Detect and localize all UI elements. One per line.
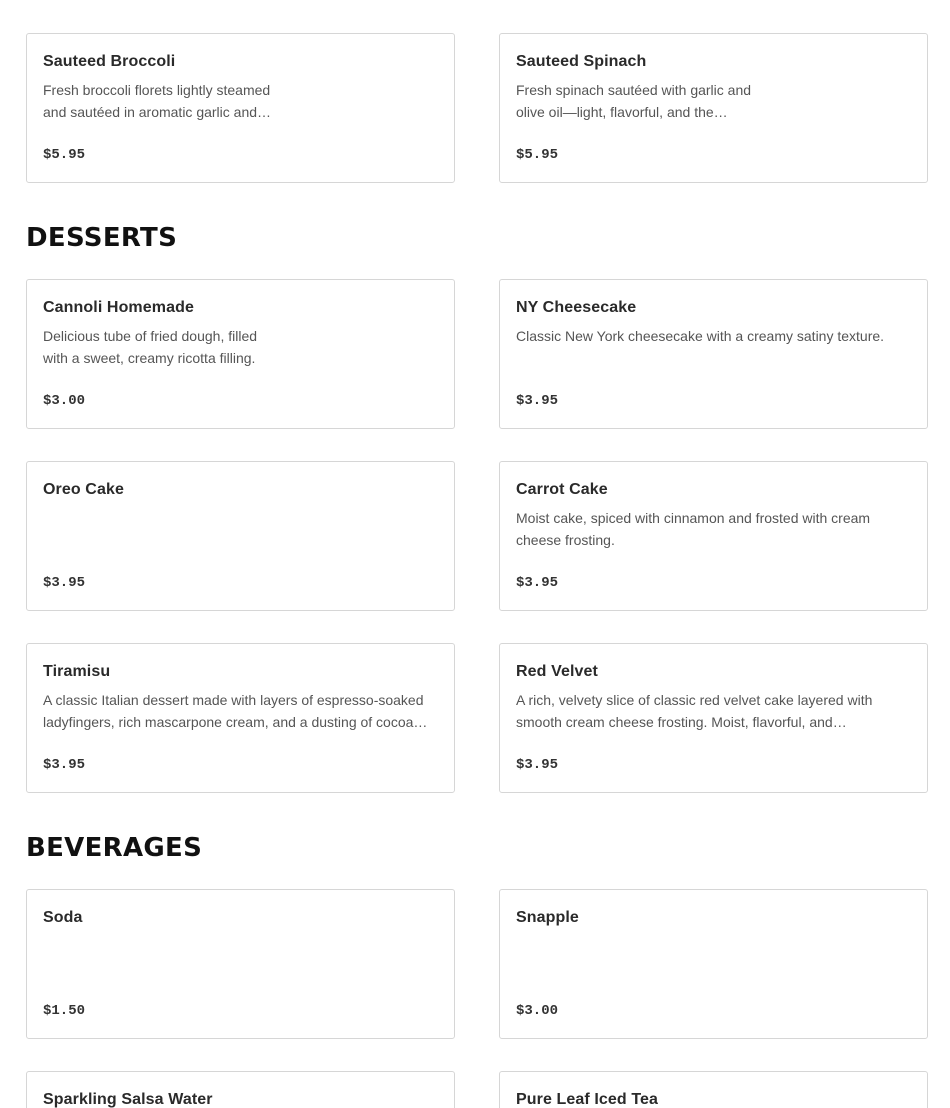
item-price: $3.95	[516, 393, 559, 409]
item-name: Soda	[43, 909, 83, 926]
menu-item-card[interactable]	[26, 279, 455, 429]
item-name: Sauteed Broccoli	[43, 53, 176, 70]
menu-item-card[interactable]	[26, 461, 455, 611]
item-price: $3.95	[43, 575, 86, 591]
item-description: A rich, velvety slice of classic red velvet cake layered with smooth cream cheese frosting. Moist, flavorful, and…	[516, 692, 873, 730]
item-description: A classic Italian dessert made with layers of espresso-soaked ladyfingers, rich mascarpone cream, and a dusting of cocoa…	[43, 692, 428, 730]
menu-item-card[interactable]	[499, 279, 928, 429]
item-description: Classic New York cheesecake with a creamy satiny texture.	[516, 328, 885, 344]
item-name: Oreo Cake	[43, 481, 124, 498]
item-price: $3.95	[43, 757, 86, 773]
item-price: $3.00	[516, 1003, 559, 1019]
item-name: NY Cheesecake	[516, 299, 637, 316]
menu-item-card[interactable]	[26, 1071, 455, 1108]
item-description: Fresh spinach sautéed with garlic and olive oil—light, flavorful, and the…	[516, 82, 752, 120]
item-price: $3.95	[516, 757, 559, 773]
item-price: $5.95	[516, 147, 559, 163]
menu-item-card[interactable]	[499, 461, 928, 611]
item-name: Red Velvet	[516, 663, 598, 680]
item-name: Snapple	[516, 909, 579, 926]
menu-item-card[interactable]	[499, 33, 928, 183]
menu-item-card[interactable]	[26, 643, 455, 793]
item-name: Sauteed Spinach	[516, 53, 647, 70]
item-price: $5.95	[43, 147, 86, 163]
item-name: Tiramisu	[43, 663, 111, 680]
item-name: Sparkling Salsa Water	[43, 1091, 213, 1108]
item-name: Pure Leaf Iced Tea	[516, 1091, 659, 1108]
menu-item-card[interactable]	[499, 889, 928, 1039]
item-description: Fresh broccoli florets lightly steamed and sautéed in aromatic garlic and…	[43, 82, 272, 120]
item-name: Cannoli Homemade	[43, 299, 194, 316]
menu-item-card[interactable]	[499, 1071, 928, 1108]
item-description: Delicious tube of fried dough, filled with a sweet, creamy ricotta filling.	[43, 328, 258, 366]
item-price: $3.95	[516, 575, 559, 591]
item-price: $3.00	[43, 393, 86, 409]
menu-item-card[interactable]	[499, 643, 928, 793]
section-heading-beverages: BEVERAGES	[26, 833, 203, 863]
item-description: Moist cake, spiced with cinnamon and frosted with cream cheese frosting.	[516, 510, 871, 548]
menu-item-card[interactable]	[26, 889, 455, 1039]
menu-item-card[interactable]	[26, 33, 455, 183]
item-name: Carrot Cake	[516, 481, 608, 498]
section-heading-desserts: DESSERTS	[26, 223, 178, 253]
item-price: $1.50	[43, 1003, 86, 1019]
